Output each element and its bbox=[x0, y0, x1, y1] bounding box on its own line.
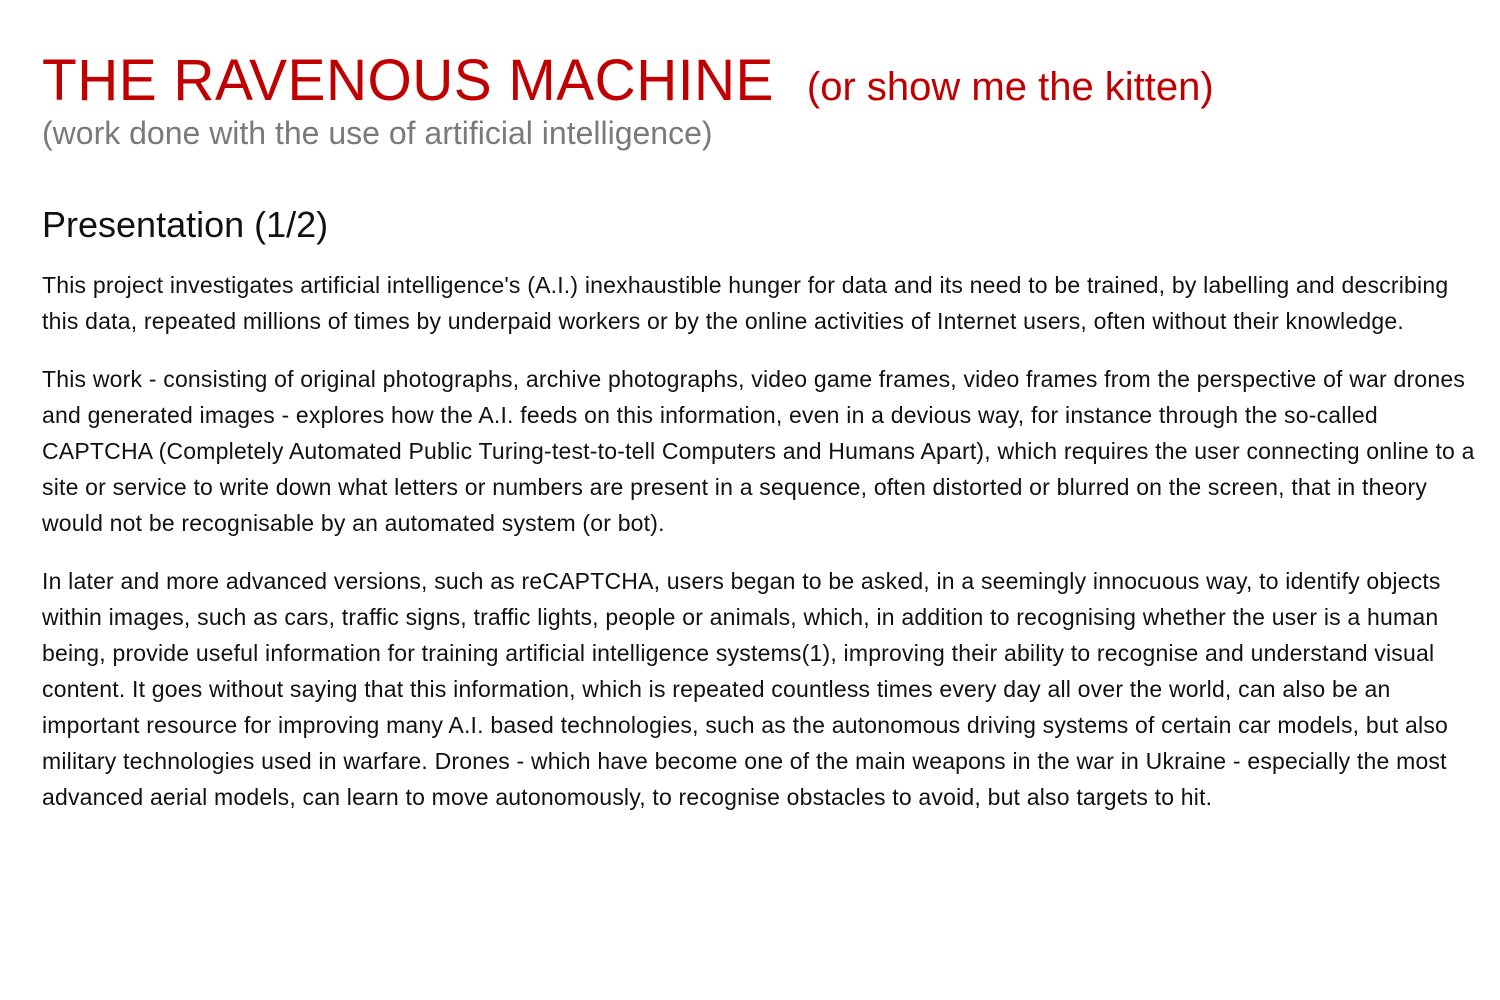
body-text bbox=[42, 267, 1482, 815]
title-parenthetical: (or show me the kitten) bbox=[806, 65, 1214, 109]
page-title: THE RAVENOUS MACHINE bbox=[42, 48, 774, 113]
section-heading: Presentation (1/2) bbox=[42, 204, 329, 246]
page-subtitle: (work done with the use of artificial intelligence) bbox=[42, 115, 713, 151]
paragraph-1: This project investigates artificial intelligence's (A.I.) inexhaustible hunger for data and its need to be trained, by labelling and describing this data, repeated millions of times by underpaid workers or by the online activities of Internet users, often without their knowledge. bbox=[42, 271, 1449, 334]
document-page bbox=[42, 48, 1482, 837]
paragraph-2: This work - consisting of original photographs, archive photographs, video game frames, video frames from the perspective of war drones and generated images - explores how the A.I. feeds on this information, even in a devious way, for instance through the so-called CAPTCHA (Completely Automated Public Turing-test-to-tell Computers and Humans Apart), which requires the user connecting online to a site or service to write down what letters or numbers are present in a sequence, often distorted or blurred on the screen, that in theory would not be recognisable by an automated system (or bot). bbox=[42, 365, 1475, 536]
paragraph-3: In later and more advanced versions, such as reCAPTCHA, users began to be asked, in a seemingly innocuous way, to identify objects within images, such as cars, traffic signs, traffic lights, people or animals, which, in addition to recognising whether the user is a human being, provide useful information for training artificial intelligence systems(1), improving their ability to recognise and understand visual content. It goes without saying that this information, which is repeated countless times every day all over the world, can also be an important resource for improving many A.I. based technologies, such as the autonomous driving systems of certain car models, but also military technologies used in warfare. Drones - which have become one of the main weapons in the war in Ukraine - especially the most advanced aerial models, can learn to move autonomously, to recognise obstacles to avoid, but also targets to hit. bbox=[42, 567, 1449, 810]
title-row bbox=[42, 48, 1482, 113]
